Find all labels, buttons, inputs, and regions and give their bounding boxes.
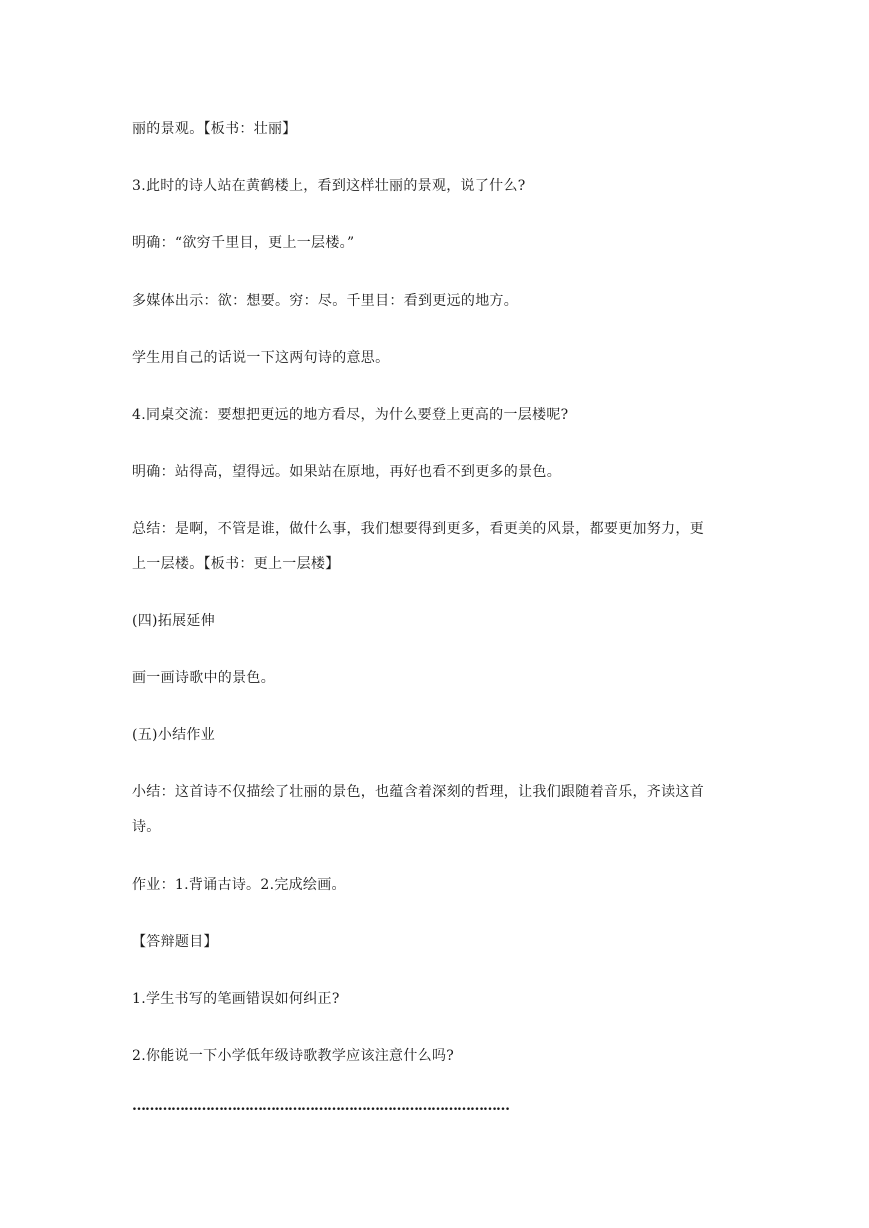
text-line-13: 小结：这首诗不仅描绘了壮丽的景色，也蕴含着深刻的哲理，让我们跟随着音乐，齐读这首 [132, 784, 704, 800]
text-line-7: 明确：站得高，望得远。如果站在原地，再好也看不到更多的景色。 [132, 464, 561, 480]
dotted-separator: …………………………………………………………………………… [132, 1098, 509, 1114]
text-line-9: 上一层楼。【板书：更上一层楼】 [132, 556, 340, 572]
text-line-11: 画一画诗歌中的景色。 [132, 670, 275, 686]
text-line-15: 作业：1.背诵古诗。2.完成绘画。 [132, 877, 346, 893]
text-line-5: 学生用自己的话说一下这两句诗的意思。 [132, 350, 390, 366]
question-1: 1.学生书写的笔画错误如何纠正? [132, 991, 340, 1007]
section-heading-extension: (四)拓展延伸 [132, 613, 216, 629]
section-heading-summary: (五)小结作业 [132, 727, 216, 743]
question-2: 2.你能说一下小学低年级诗歌教学应该注意什么吗? [132, 1048, 455, 1064]
section-heading-questions: 【答辩题目】 [132, 934, 218, 950]
text-line-8: 总结：是啊，不管是谁，做什么事，我们想要得到更多，看更美的风景，都要更加努力，更 [132, 521, 704, 537]
text-line-6: 4.同桌交流：要想把更远的地方看尽，为什么要登上更高的一层楼呢? [132, 407, 569, 423]
text-line-1: 丽的景观。【板书：壮丽】 [132, 121, 297, 137]
text-line-3: 明确：“欲穷千里目，更上一层楼。” [132, 235, 355, 251]
text-line-4: 多媒体出示：欲：想要。穷：尽。千里目：看到更远的地方。 [132, 293, 519, 309]
text-line-2: 3.此时的诗人站在黄鹤楼上，看到这样壮丽的景观，说了什么? [132, 178, 526, 194]
text-line-14: 诗。 [132, 819, 161, 835]
